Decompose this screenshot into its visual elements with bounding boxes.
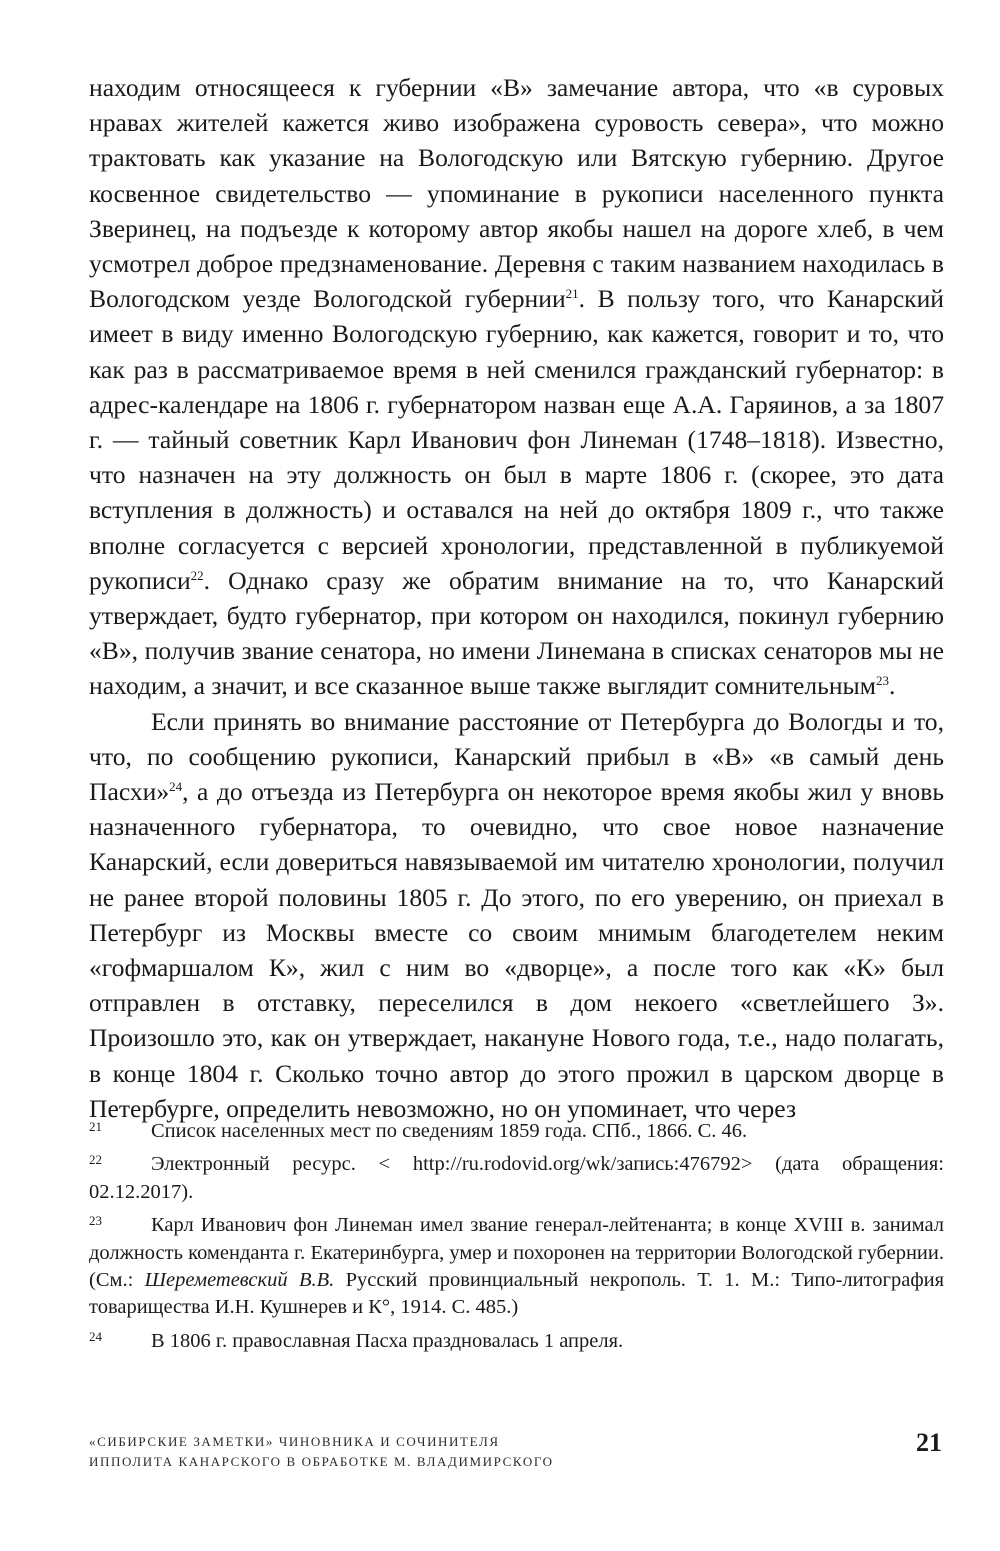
- paragraph-1-text-b: . В пользу того, что Канарский имеет в виду именно Вологодскую губернию, как кажется, говорит и то, что как раз в рассматриваемое время в ней сменился гражданский губернатор: в адрес-календаре на 1806 г. губернатором назван еще А.А. Гаряинов, а за 1807 г. — тайный советник Карл Иванович фон Линеман (1748–1818). Известно, что назначен на эту должность он был в марте 1806 г. (скорее, это дата вступления в должность) и оставался на ней до октября 1809 г., что также вполне согласуется с версией хронологии, представленной в публикуемой рукописи: [89, 284, 945, 595]
- paragraph-2: [89, 704, 944, 1126]
- footnote-text: Карл Иванович фон Линеман имел звание генерал-лейтенанта; в конце XVIII в. занимал должность коменданта г. Екатеринбурга, умер и похоронен на территории Вологодской губернии. (См.:: [89, 1214, 944, 1292]
- running-footer-line-2: ИППОЛИТА КАНАРСКОГО В ОБРАБОТКЕ М. ВЛАДИМИРСКОГО: [89, 1454, 554, 1469]
- footnote-ref-21: 21: [565, 286, 579, 302]
- footnote-text: Список населенных мест по сведениям 1859 года. СПб., 1866. С. 46.: [151, 1120, 748, 1142]
- footnote-ref-22: 22: [190, 567, 204, 583]
- footnotes: [89, 1118, 944, 1361]
- page-number: 21: [916, 1428, 942, 1457]
- footnote-text: В 1806 г. православная Пасха праздновалась 1 апреля.: [151, 1329, 624, 1352]
- paragraph-1: [89, 70, 944, 704]
- footnote-24: 24 В 1806 г. православная Пасха праздновалась 1 апреля.: [89, 1328, 624, 1352]
- paragraph-2-text-b: , а до отъезда из Петербурга он некоторое время якобы жил у вновь назначенного губернатора, то очевидно, что свое новое назначение Канарский, если довериться навязываемой им читателю хронологии, получил не ранее второй половины 1805 г. До этого, по его уверению, он приехал в Петербург из Москвы вместе со своим мнимым благодетелем неким «гофмаршалом К», жил с ним во «дворце», а после того как «К» был отправлен в отставку, переселился в дом некоего «светлейшего З». Произошло это, как он утверждает, накануне Нового года, т.е., надо полагать, в конце 1804 г. Сколько точно автор до этого прожил в царском дворце в Петербурге, определить невозможно, но он упоминает, что через: [89, 777, 944, 1123]
- paragraph-1-text-c: . Однако сразу же обратим внимание на то, что Канарский утверждает, будто губернатор, при котором он находился, покинул губернию «В», получив звание сенатора, но имени Линемана в списках сенаторов мы не находим, а значит, и все сказанное выше также выглядит сомнительным: [89, 565, 944, 701]
- footnote-22: 22 Электронный ресурс. < http://ru.rodovid.org/wk/запись:476792> (дата обращения: 02.12.2017).: [89, 1152, 944, 1203]
- footnote-ref-23: 23: [875, 673, 889, 689]
- footnote-author-italic: Шереметевский В.В.: [144, 1269, 335, 1292]
- footnote-text: Электронный ресурс. < http://ru.rodovid.org/wk/запись:476792> (дата обращения: 02.12.2017).: [89, 1153, 944, 1203]
- main-text: [89, 70, 944, 1126]
- footnote-ref-24: 24: [169, 779, 183, 795]
- paragraph-1-text-d: .: [888, 671, 896, 701]
- footnote-21: 21 Список населенных мест по сведениям 1859 года. СПб., 1866. С. 46.: [89, 1119, 748, 1142]
- running-footer: [89, 1432, 789, 1472]
- paragraph-1-text-a: находим относящееся к губернии «В» замечание автора, что «в суровых нравах жителей кажется живо изображена суровость севера», что можно трактовать как указание на Вологодскую или Вятскую губернию. Другое косвенное свидетельство — упоминание в рукописи населенного пункта Зверинец, на подъезде к которому автор якобы нашел на дороге хлеб, в чем усмотрел доброе предзнаменование. Деревня с таким названием находилась в Вологодском уезде Вологодской губернии: [89, 73, 944, 314]
- paragraph-2-text-a: Если принять во внимание расстояние от Петербурга до Вологды и то, что, по сообщению рукописи, Канарский прибыл в «В» «в самый день Пасхи»: [89, 706, 944, 807]
- footnote-text: Русский провинциальный некрополь. Т. 1. М.: Типо-литография товарищества И.Н. Кушнерев и К°, 1914. С. 485.): [89, 1269, 945, 1319]
- footnote-23: 23 Карл Иванович фон Линеман имел звание генерал-лейтенанта; в конце XVIII в. занимал должность коменданта г. Екатеринбурга, умер и похоронен на территории Вологодской губернии. (См.: Шереметевский В.В. Русский провинциальный некрополь. Т. 1. М.: Типо-литография товарищества И.Н. Кушнерев и К°, 1914. С. 485.): [89, 1213, 945, 1319]
- running-footer-line-1: «СИБИРСКИЕ ЗАМЕТКИ» ЧИНОВНИКА И СОЧИНИТЕЛЯ: [89, 1434, 500, 1449]
